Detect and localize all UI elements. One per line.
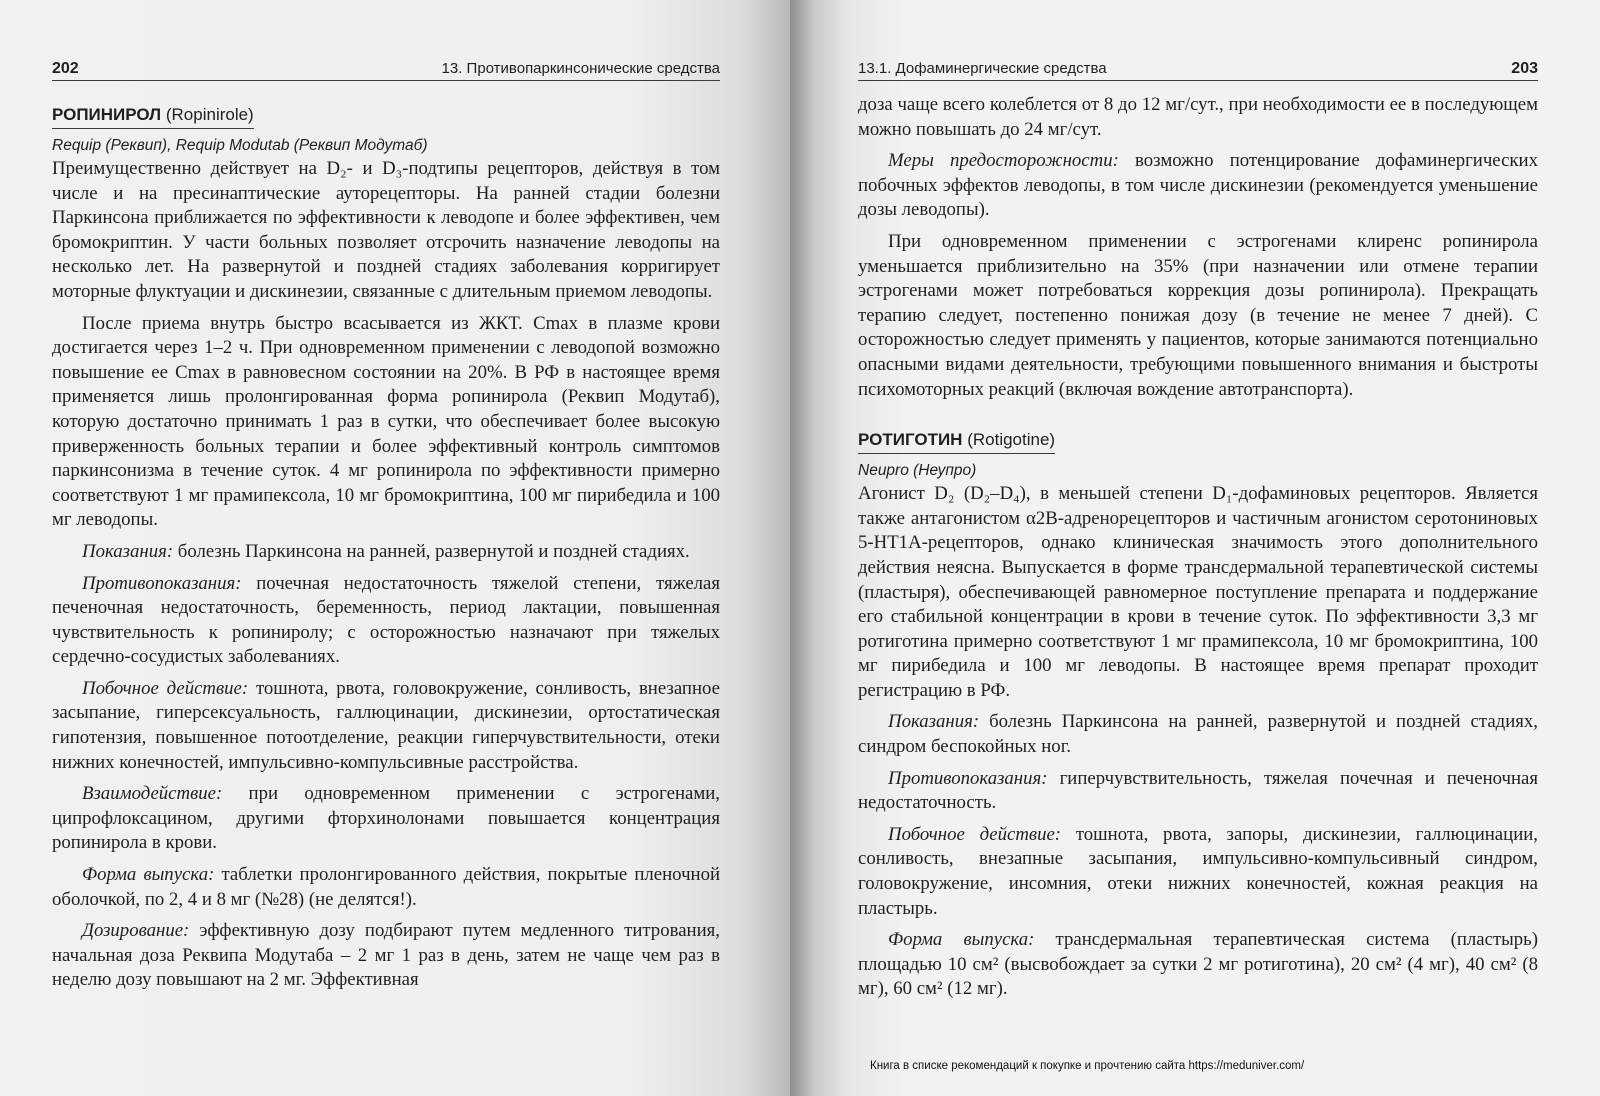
paragraph-precautions [858,149,1538,223]
paragraph-side-effects [52,677,720,775]
contraindications-text: почечная недостаточность тяжелой степени, тяжелая печеночная недостаточность, беременность, период лактации, повышенная чувствительность к ропиниролу; с осторожностью назначают при тяжелых сердечно-сосудистых заболеваниях. [52,572,721,668]
precautions-text: возможно потенцирование дофаминергических побочных эффектов леводопы, в том числе дискинезии (рекомендуется уменьшение дозы леводопы). [858,150,1538,221]
release-form-text: трансдермальная терапевтическая система (пластырь) площадью 10 см² (высвобождает за сутки 2 мг ротиготина), 20 см² (4 мг), 40 см² (8 мг), 60 см² (12 мг). [858,929,1538,1000]
left-running-header [52,58,720,81]
right-running-header [858,58,1538,81]
drug-name: РОТИГОТИН [858,430,963,450]
release-form-label: Форма выпуска: [888,929,1035,951]
paragraph-pharmacokinetics: После приема внутрь быстро всасывается из ЖКТ. Cmax в плазме крови достигается через 1–2 ч. При одновременном применении с леводопой возможно повышение ее Cmax в равновесном состоянии на 20%. В РФ в настоящее время применяется лишь пролонгированная форма ропинирола (Реквип Модутаб), которую достаточно принимать 1 раз в сутки, что обеспечивает более высокую приверженность больных терапии и более эффективный контроль симптомов паркинсонизма в течение суток. 4 мг ропинирола по эффективности примерно соответствуют 1 мг прамипексола, 10 мг бромокриптина, 100 мг пирибедила и 100 мг леводопы. [52,312,720,531]
drug-heading-ropinirole [52,103,254,129]
indications-text: болезнь Паркинсона на ранней, развернутой и поздней стадиях, синдром беспокойных ног. [858,711,1538,758]
indications-text: болезнь Паркинсона на ранней, развернутой и поздней стадиях. [177,540,690,562]
paragraph-indications [52,540,720,565]
page-number: 202 [52,60,79,77]
side-effects-label: Побочное действие: [82,677,249,699]
page-number: 203 [1511,60,1538,77]
interactions-label: Взаимодействие: [82,783,223,805]
paragraph-mechanism: Преимущественно действует на D₂- и D₃-подтипы рецепторов, действуя в том числе и на пресинаптические ауторецепторы. На ранней стадии болезни Паркинсона приближается по эффективности к леводопе и более эффективен, чем бромокриптин. У части больных позволяет отсрочить назначение леводопы на несколько лет. На развернутой и поздней стадиях заболевания корригирует моторные флуктуации и дискинезии, связанные с длительным приемом леводопы. [52,158,720,302]
paragraph-contraindications [52,572,720,670]
paragraph-mechanism: Агонист D₂ (D₂–D₄), в меньшей степени D₁-дофаминовых рецепторов. Является также антагонистом α2B-адренорецепторов и частичным агонистом серотониновых 5-HT1A-рецепторов, однако клиническая значимость этого дополнительного действия неясна. Выпускается в форме трансдермальной терапевтической системы (пластыря), обеспечивающей равномерное поступление препарата и поддержание его стабильной концентрации в крови в течение суток. По эффективности 3,3 мг ротиготина примерно соответствуют 1 мг прамипексола, 10 мг бромокриптина, 100 мг пирибедила и 100 мг леводопы. В настоящее время препарат проходит регистрацию в РФ. [858,483,1538,701]
contraindications-label: Противопоказания: [888,767,1048,789]
side-effects-label: Побочное действие: [888,823,1062,845]
drug-latin-name: (Ropinirole) [165,105,254,124]
interactions-text: при одновременном применении с эстрогенами, ципрофлоксацином, другими фторхинолонами повышается концентрация ропинирола в крови. [52,783,720,854]
running-title: 13.1. Дофаминергические средства [858,60,1107,77]
side-effects-text: тошнота, рвота, запоры, дискинезии, галлюцинации, сонливость, внезапные засыпания, импульсивно-компульсивный синдром, головокружение, инсомния, отеки нижних конечностей, кожная реакция на пластырь. [858,823,1538,919]
paragraph-indications [858,710,1538,759]
drug-latin-name: (Rotigotine) [967,430,1056,450]
contraindications-text: гиперчувствительность, тяжелая почечная и печеночная недостаточность. [858,767,1538,814]
paragraph-side-effects [858,823,1538,921]
brand-names: Neupro (Неупро) [858,462,977,480]
brand-names: Requip (Реквип), Requip Modutab (Реквип Модутаб) [52,137,428,154]
paragraph-release-form [858,928,1538,1002]
indications-label: Показания: [82,540,174,562]
left-page [0,0,790,1096]
side-effects-text: тошнота, рвота, головокружение, сонливость, внезапное засыпание, гиперсексуальность, галлюцинации, дискинезии, ортостатическая гипотензия, повышенное потоотделение, реакции гиперчувствительности, отеки нижних конечностей, импульсивно-компульсивные расстройства. [52,677,720,773]
release-form-label: Форма выпуска: [82,864,215,886]
release-form-text: таблетки пролонгированного действия, покрытые пленочной оболочкой, по 2, 4 и 8 мг (№28) (не делятся!). [52,864,721,910]
indications-label: Показания: [888,711,980,733]
running-title: 13. Противопаркинсонические средства [441,60,720,77]
paragraph-interactions [52,782,720,856]
precautions-label: Меры предосторожности: [888,150,1119,172]
left-column [52,58,720,993]
site-footer-note: Книга в списке рекомендаций к покупке и прочтению сайта https://meduniver.com/ [870,1060,1305,1072]
paragraph-contraindications [858,767,1538,816]
right-column [858,58,1538,1002]
right-page [790,0,1600,1096]
paragraph-dose-continued: доза чаще всего колеблется от 8 до 12 мг/сут., при необходимости ее в последующем можно повышать до 24 мг/сут. [858,94,1538,140]
drug-name: РОПИНИРОЛ [52,105,162,124]
paragraph-dosing [52,919,720,993]
paragraph-estrogen: При одновременном применении с эстрогенами клиренс ропинирола уменьшается приблизительно на 35% (при назначении или отмене терапии эстрогенами может потребоваться коррекция дозы ропинирола). Прекращать терапию следует, постепенно понижая дозу (в течение не менее 7 дней). С осторожностью следует применять у пациентов, которые занимаются потенциально опасными видами деятельности, требующими повышенного внимания и быстроты психомоторных реакций (включая вождение автотранспорта). [858,230,1538,400]
dosing-label: Дозирование: [82,920,190,942]
contraindications-label: Противопоказания: [82,572,242,594]
dosing-text: эффективную дозу подбирают путем медленного титрования, начальная доза Реквипа Модутаба – 2 мг 1 раз в день, затем не чаще чем раз в неделю дозу повышают на 2 мг. Эффективная [52,920,720,991]
drug-heading-rotigotine [858,428,1055,454]
paragraph-release-form [52,863,720,912]
